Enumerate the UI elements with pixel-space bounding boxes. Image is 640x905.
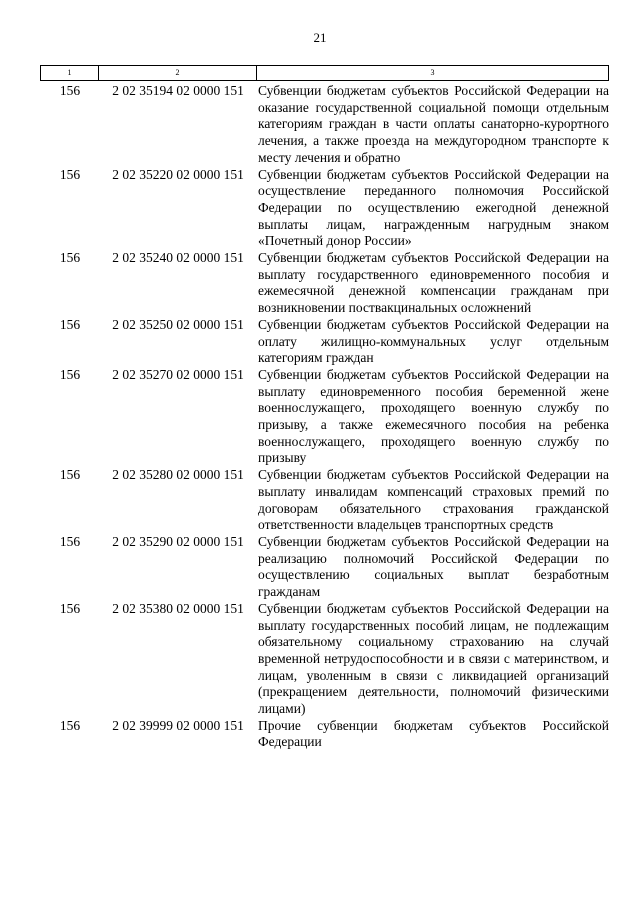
budget-code: 2 02 35380 02 0000 151: [112, 600, 244, 616]
admin-code: 156: [59, 467, 81, 483]
admin-code: 156: [59, 83, 81, 98]
revenue-name: Прочие субвенции бюджетам субъектов Российской Федерации: [258, 717, 609, 750]
table-row: [40, 718, 609, 751]
budget-code: 2 02 35280 02 0000 151: [112, 467, 244, 483]
admin-code: 156: [59, 250, 81, 266]
revenue-name: Субвенции бюджетам субъектов Российской Федерации на реализацию полномочий Российской Федерации по осуществлению социальных выплат безработным гражданам: [258, 533, 609, 600]
table-row: [40, 534, 609, 601]
revenue-name: Субвенции бюджетам субъектов Российской Федерации на осуществление переданного полномочия Российской Федерации по осуществлению ежегодной денежной выплаты лицам, награжденным нагрудным знаком «Почетный донор России»: [258, 166, 609, 249]
revenue-name: Субвенции бюджетам субъектов Российской Федерации на выплату инвалидам компенсаций страховых премий по договорам обязательного страхования гражданской ответственности владельцев транспортных средств: [258, 467, 609, 533]
admin-code: 156: [59, 366, 81, 382]
budget-code: 2 02 35250 02 0000 151: [112, 316, 244, 332]
header-col-2: 2: [99, 66, 257, 80]
table-body: [40, 83, 609, 751]
admin-code: 156: [59, 717, 81, 733]
budget-code: 2 02 35290 02 0000 151: [112, 533, 244, 549]
revenue-name: Субвенции бюджетам субъектов Российской Федерации на выплату государственных пособий лицам, не подлежащим обязательному социальному страхованию на случай временной нетрудоспособности и в связи с материнством, и лицам, уволенным в связи с ликвидацией организаций (прекращением деятельности, полномочий физическими лицами): [258, 600, 609, 717]
revenue-name: Субвенции бюджетам субъектов Российской Федерации на оплату жилищно-коммунальных услуг отдельным категориям граждан: [258, 316, 609, 366]
admin-code: 156: [59, 316, 81, 332]
table-row: [40, 167, 609, 251]
budget-code: 2 02 35220 02 0000 151: [112, 166, 244, 182]
header-col-1: 1: [41, 66, 99, 80]
header-col-3: 3: [430, 68, 435, 77]
revenue-name: Субвенции бюджетам субъектов Российской Федерации на выплату единовременного пособия беременной жене военнослужащего, проходящего военную службу по призыву, а также ежемесячного пособия на ребенка военнослужащего, проходящего военную службу по призыву: [258, 366, 609, 466]
budget-code: 2 02 35240 02 0000 151: [112, 250, 244, 266]
budget-code: 2 02 35270 02 0000 151: [112, 366, 244, 382]
table-row: [40, 601, 609, 718]
table-row: [40, 467, 609, 534]
admin-code: 156: [59, 533, 81, 549]
page-number: 21: [313, 30, 327, 45]
table-row: [40, 83, 609, 167]
table-row: [40, 317, 609, 367]
table-row: [40, 367, 609, 467]
budget-code: 2 02 35194 02 0000 151: [112, 83, 244, 98]
table-header: [40, 65, 609, 81]
revenue-name: Субвенции бюджетам субъектов Российской Федерации на оказание государственной социальной помощи отдельным категориям граждан в части оплаты санаторно-курортного лечения, а также проезда на междугородном транспорте к месту лечения и обратно: [258, 83, 609, 165]
admin-code: 156: [59, 600, 81, 616]
table-row: [40, 250, 609, 317]
budget-code: 2 02 39999 02 0000 151: [112, 717, 244, 733]
admin-code: 156: [59, 166, 81, 182]
revenue-name: Субвенции бюджетам субъектов Российской Федерации на выплату государственного единовременного пособия и ежемесячной денежной компенсации гражданам при возникновении поствакцинальных осложнений: [258, 250, 609, 316]
